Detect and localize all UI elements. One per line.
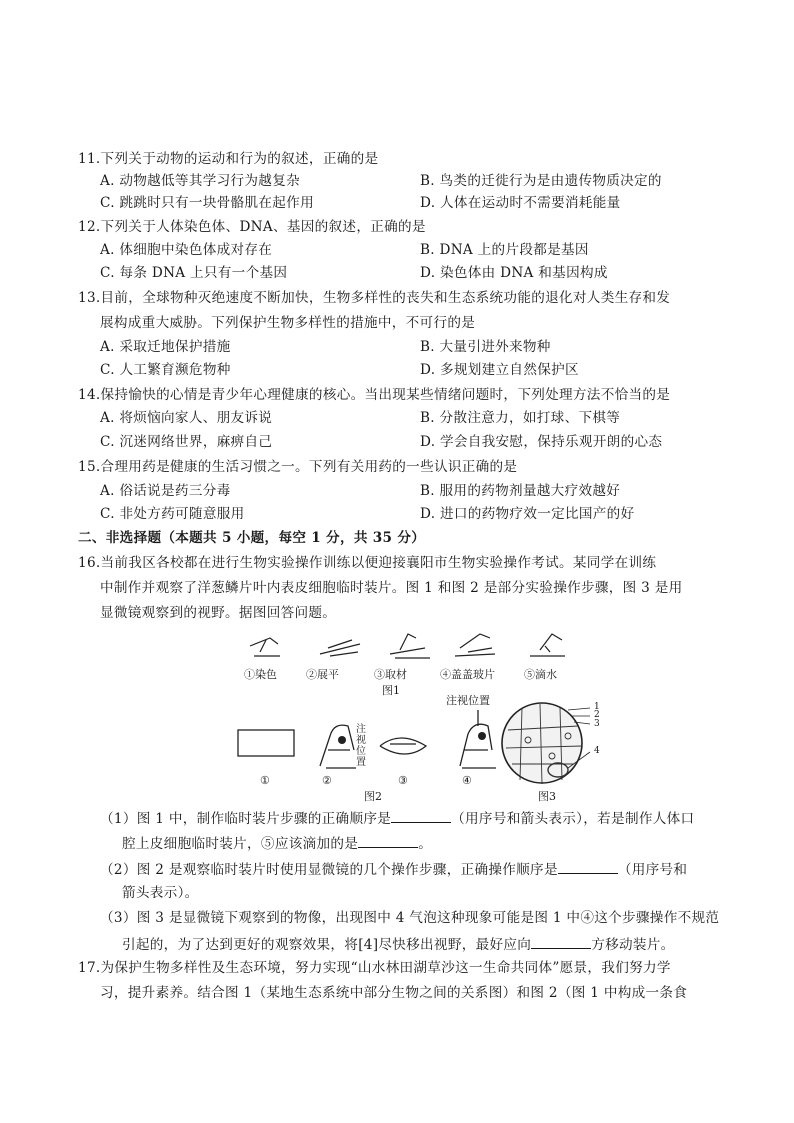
figure-3-cells-view — [498, 700, 594, 786]
q16-sub1-blank-2[interactable] — [358, 833, 418, 848]
figure-2-illustration — [230, 706, 510, 776]
focus-knob-icon-2 — [478, 732, 486, 740]
q15-stem: 15.合理用药是健康的生活习惯之一。下列有关用药的一些认识正确的是 — [78, 459, 518, 475]
coverslip-icon — [455, 634, 495, 656]
q16-sub3-text-b: 引起的，为了达到更好的观察效果，将[4]尽快移出视野，最好应向 — [122, 937, 532, 953]
q11-option-b: B. 鸟类的迁徙行为是由遗传物质决定的 — [420, 173, 662, 189]
fig2-title: 图2 — [364, 790, 382, 803]
q16-sub3-line2 — [122, 934, 675, 954]
q16-sub1-blank-1[interactable] — [391, 808, 451, 823]
q14-option-d: D. 学会自我安慰，保持乐观开朗的心态 — [420, 434, 663, 450]
q13-option-d: D. 多规划建立自然保护区 — [420, 362, 579, 378]
fig3-label-3: 3 — [594, 719, 600, 729]
fig1-step-2: ②展平 — [306, 668, 339, 681]
fig2-num-4: ④ — [462, 774, 472, 787]
q16-sub1-line2 — [122, 833, 432, 853]
q14-option-a: A. 将烦恼向家人、朋友诉说 — [100, 410, 273, 426]
q15-option-d: D. 进口的药物疗效一定比国产的好 — [420, 506, 635, 522]
q15-option-b: B. 服用的药物剂量越大疗效越好 — [420, 483, 621, 499]
q13-option-c: C. 人工繁育濒危物种 — [100, 362, 231, 378]
q16-stem-line3: 显微镜观察到的视野。据图回答问题。 — [100, 605, 337, 621]
take-material-icon — [390, 634, 430, 658]
q16-sub3-blank[interactable] — [531, 934, 591, 949]
q17-stem-line2: 习，提升素养。结合图 1（某地生态系统中部分生物之间的关系图）和图 2（图 1 中构成一条食 — [100, 985, 688, 1001]
hands-slide-icon — [380, 738, 426, 754]
focus-knob-icon-1 — [338, 736, 346, 744]
figure-1-illustration — [240, 626, 580, 666]
q12-option-b: B. DNA 上的片段都是基因 — [420, 242, 589, 258]
q16-stem-line2: 中制作并观察了洋葱鳞片叶内表皮细胞临时装片。图 1 和图 2 是部分实验操作步骤，图 3 是用 — [100, 580, 683, 596]
fig3-title: 图3 — [538, 790, 556, 803]
fig2-note-top: 注视位置 — [446, 694, 490, 707]
fig2-note-side: 注视位置 — [356, 724, 366, 768]
q11-option-c: C. 跳跳时只有一块骨骼肌在起作用 — [100, 195, 314, 211]
q12-option-c: C. 每条 DNA 上只有一个基因 — [100, 265, 288, 281]
q15-option-a: A. 俗话说是药三分毒 — [100, 483, 231, 499]
microscope-icon-1 — [320, 725, 356, 768]
fig2-num-2: ② — [322, 774, 332, 787]
q13-stem-line1: 13.目前，全球物种灭绝速度不断加快，生物多样性的丧失和生态系统功能的退化对人类生存和发 — [78, 290, 671, 306]
fig2-num-1: ① — [260, 774, 270, 787]
microscope-icon-2 — [460, 724, 496, 768]
q16-sub2-line2: 箭头表示）。 — [122, 885, 199, 901]
q16-sub1-line1 — [100, 808, 694, 828]
q13-option-b: B. 大量引进外来物种 — [420, 339, 551, 355]
stain-step-icon — [250, 638, 280, 656]
q12-option-d: D. 染色体由 DNA 和基因构成 — [420, 265, 608, 281]
fig1-title: 图1 — [382, 684, 400, 697]
fig3-label-4: 4 — [594, 746, 600, 756]
q16-sub3-line1: （3）图 3 是显微镜下观察到的物像，出现图中 4 气泡这种现象可能是图 1 中④这个步骤操作不规范 — [100, 910, 720, 926]
q16-sub2-blank[interactable] — [558, 859, 618, 874]
fig1-step-3: ③取材 — [374, 668, 407, 681]
q11-stem: 11.下列关于动物的运动和行为的叙述，正确的是 — [78, 151, 379, 167]
q11-option-a: A. 动物越低等其学习行为越复杂 — [100, 173, 300, 189]
q17-stem-line1: 17.为保护生物多样性及生态环境，努力实现“山水林田湖草沙这一生命共同体”愿景，我们努力学 — [78, 960, 671, 976]
fig1-step-1: ①染色 — [244, 668, 277, 681]
q16-sub1-text-c: 腔上皮细胞临时装片，⑤应该滴加的是 — [122, 836, 359, 852]
fig2-num-3: ③ — [398, 774, 408, 787]
fig1-step-4: ④盖盖玻片 — [440, 668, 495, 681]
q16-sub2-text-a: （2）图 2 是观察临时装片时使用显微镜的几个操作步骤，正确操作顺序是 — [100, 862, 558, 878]
q16-sub3-text-c: 方移动装片。 — [591, 937, 675, 953]
q13-option-a: A. 采取迁地保护措施 — [100, 339, 231, 355]
fig1-step-5: ⑤滴水 — [524, 668, 557, 681]
dropper-icon — [530, 634, 565, 656]
q16-sub1-text-d: 。 — [418, 836, 433, 852]
q13-stem-line2: 展构成重大威胁。下列保护生物多样性的措施中，不可行的是 — [100, 315, 476, 331]
q16-sub2-line1 — [100, 859, 687, 879]
q12-stem: 12.下列关于人体染色体、DNA、基因的叙述，正确的是 — [78, 219, 426, 235]
fig3-label-2: 2 — [594, 710, 600, 720]
q16-sub1-text-b: （用序号和箭头表示），若是制作人体口 — [451, 811, 695, 827]
q11-option-d: D. 人体在运动时不需要消耗能量 — [420, 195, 621, 211]
slide-icon — [238, 730, 294, 756]
q14-option-b: B. 分散注意力，如打球、下棋等 — [420, 410, 621, 426]
q14-stem: 14.保持愉快的心情是青少年心理健康的核心。当出现某些情绪问题时，下列处理方法不恰当的是 — [78, 387, 671, 403]
q16-sub2-text-b: （用序号和 — [617, 862, 688, 878]
flatten-step-icon — [320, 640, 360, 656]
q12-option-a: A. 体细胞中染色体成对存在 — [100, 242, 273, 258]
q14-option-c: C. 沉迷网络世界，麻痹自己 — [100, 434, 273, 450]
q16-stem-line1: 16.当前我区各校都在进行生物实验操作训练以便迎接襄阳市生物实验操作考试。某同学在训练 — [78, 555, 657, 571]
q16-sub1-text-a: （1）图 1 中，制作临时装片步骤的正确顺序是 — [100, 811, 392, 827]
q15-option-c: C. 非处方药可随意服用 — [100, 506, 245, 522]
fig3-label-1: 1 — [594, 702, 600, 712]
section-2-heading: 二、非选择题（本题共 5 小题，每空 1 分，共 35 分） — [78, 530, 426, 546]
